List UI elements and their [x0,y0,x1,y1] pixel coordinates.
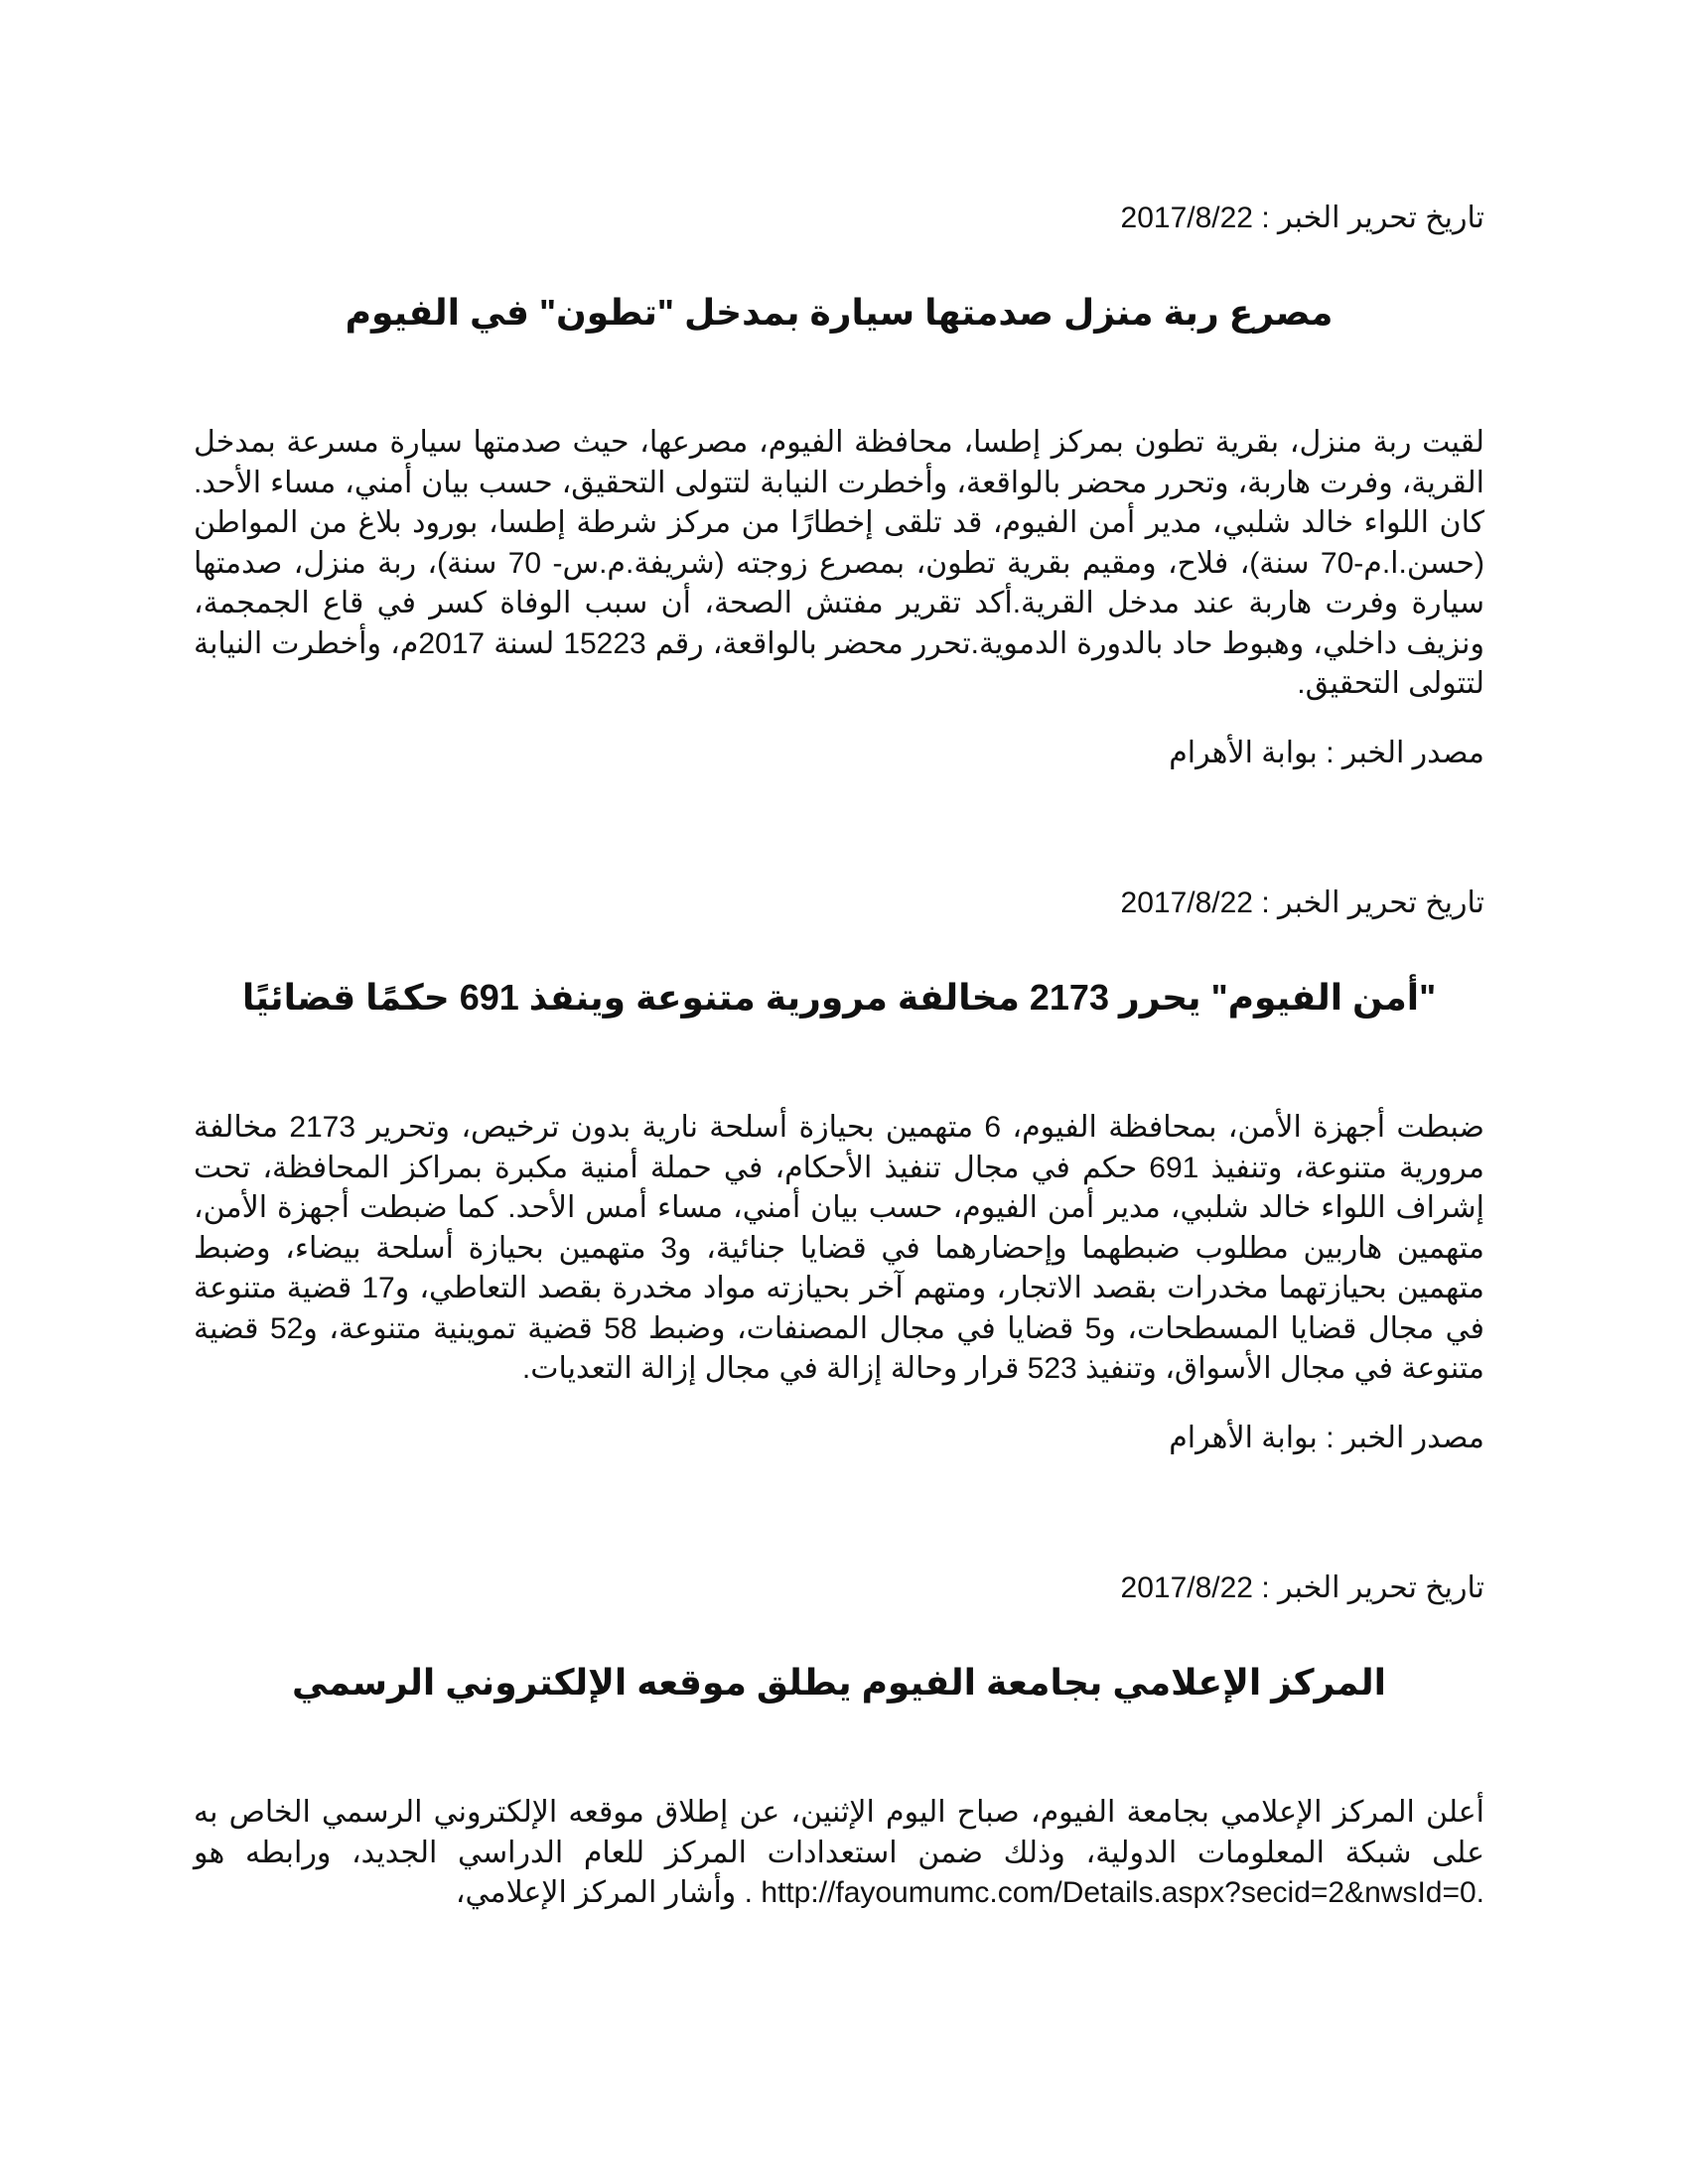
article-3 [194,1569,1484,1914]
article-body: أعلن المركز الإعلامي بجامعة الفيوم، صباح اليوم الإثنين، عن إطلاق موقعه الإلكتروني الرسمي الخاص به على شبكة المعلومات الدولية، وذلك ضمن استعدادات المركز للعام الدراسي الجديد، ورابطه هو http://fayoumumc.com/Details.aspx?secid=2&nwsId=0. . وأشار المركز الإعلامي، [194,1796,1484,1909]
article-body-tail: وأشار المركز الإعلامي، [455,1876,737,1909]
article-body: ضبطت أجهزة الأمن، بمحافظة الفيوم، 6 متهمين بحيازة أسلحة نارية بدون ترخيص، وتحرير 2173 مخالفة مرورية متنوعة، وتنفيذ 691 حكم في مجال تنفيذ الأحكام، في حملة أمنية مكبرة بمراكز المحافظة، تحت إشراف اللواء خالد شلبي، مدير أمن الفيوم، حسب بيان أمني، مساء أمس الأحد. كما ضبطت أجهزة الأمن، متهمين هاربين مطلوب ضبطهما وإحضارهما في قضايا جنائية، و3 متهمين بحيازة أسلحة بيضاء، وضبط متهمين بحيازتهما مخدرات بقصد الاتجار، ومتهم آخر بحيازته مواد مخدرة بقصد التعاطي، و17 قضية متنوعة في مجال قضايا المسطحات، و5 قضايا في مجال المصنفات، وضبط 58 قضية تموينية متنوعة، و52 قضية متنوعة في مجال الأسواق، وتنفيذ 523 قرار وحالة إزالة في مجال إزالة التعديات. [194,1111,1485,1385]
date-value: 2017/8/22 [1120,1571,1253,1604]
date-value: 2017/8/22 [1120,202,1253,234]
date-label: تاريخ تحرير الخبر : [1261,202,1484,234]
article-body: لقيت ربة منزل، بقرية تطون بمركز إطسا، محافظة الفيوم، مصرعها، حيث صدمتها سيارة مسرعة بمدخل القرية، وفرت هاربة، وتحرر محضر بالواقعة، وأخطرت النيابة لتتولى التحقيق، حسب بيان أمني، مساء الأحد. كان اللواء خالد شلبي، مدير أمن الفيوم، قد تلقى إخطارًا من مركز شرطة إطسا، بورود بلاغ من المواطن (حسن.ا.م-70 سنة)، فلاح، ومقيم بقرية تطون، بمصرع زوجته (شريفة.م.س- 70 سنة)، ربة منزل، صدمتها سيارة وفرت هاربة عند مدخل القرية.أكد تقرير مفتش الصحة، أن سبب الوفاة كسر في قاع الجمجمة، ونزيف داخلي، وهبوط حاد بالدورة الدموية.تحرر محضر بالواقعة، رقم 15223 لسنة 2017م، وأخطرت النيابة لتتولى التحقيق. [194,426,1484,700]
article-headline: مصرع ربة منزل صدمتها سيارة بمدخل "تطون" في الفيوم [345,292,1334,333]
article-date [194,884,1484,923]
article-source: مصدر الخبر : بوابة الأهرام [1169,1421,1484,1454]
article-link[interactable]: http://fayoumumc.com/Details.aspx?secid=2&nwsId=0. [761,1876,1484,1909]
article-2 [194,884,1484,1458]
article-body-text: أعلن المركز الإعلامي بجامعة الفيوم، صباح اليوم الإثنين، عن إطلاق موقعه الإلكتروني الرسمي الخاص به على شبكة المعلومات الدولية، وذلك ضمن استعدادات المركز للعام الدراسي الجديد، ورابطه هو [194,1796,1484,1869]
date-label: تاريخ تحرير الخبر : [1261,1571,1484,1604]
date-label: تاريخ تحرير الخبر : [1261,887,1484,919]
article-headline: "أمن الفيوم" يحرر 2173 مخالفة مرورية متنوعة وينفذ 691 حكمًا قضائيًا [241,977,1437,1018]
date-value: 2017/8/22 [1120,887,1253,919]
article-date [194,199,1484,238]
article-source: مصدر الخبر : بوابة الأهرام [1169,736,1484,769]
article-1 [194,199,1484,773]
article-date [194,1569,1484,1608]
article-headline: المركز الإعلامي بجامعة الفيوم يطلق موقعه الإلكتروني الرسمي [292,1662,1386,1703]
